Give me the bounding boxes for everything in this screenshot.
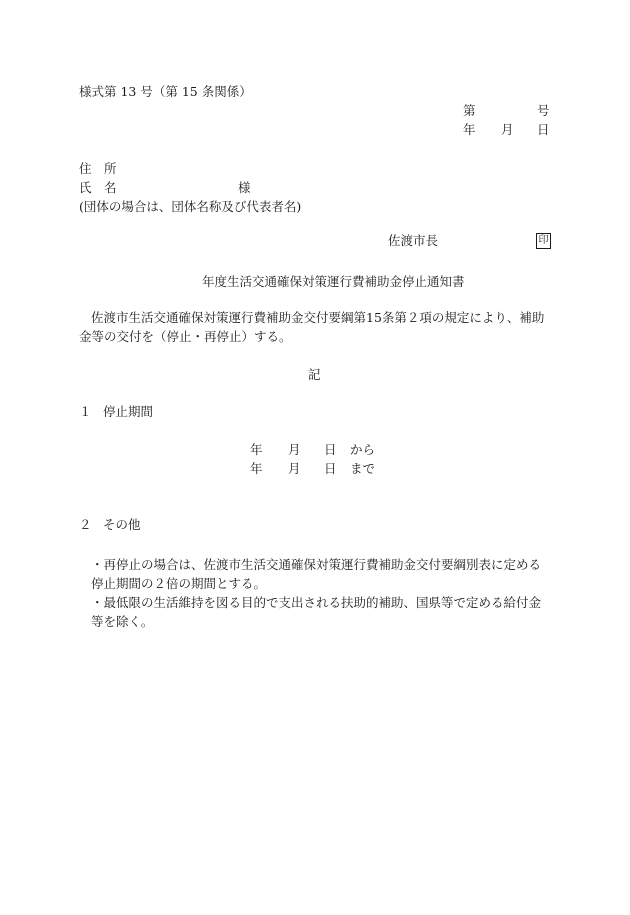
doc-number-suffix: 号 (537, 103, 550, 118)
name-label: 氏 名 (79, 180, 117, 195)
to-year: 年 (250, 461, 263, 476)
section2-number: ２ (79, 517, 92, 532)
from-month: 月 (288, 442, 301, 457)
to-day: 日 (324, 461, 337, 476)
to-suffix: まで (350, 461, 376, 476)
date-year: 年 (463, 122, 476, 137)
section1-number: １ (79, 404, 92, 419)
doc-number-prefix: 第 (463, 103, 476, 118)
seal-mark: 印 (536, 233, 551, 249)
group-note: (団体の場合は、団体名称及び代表者名) (79, 199, 302, 214)
from-year: 年 (250, 442, 263, 457)
from-suffix: から (350, 442, 376, 457)
bullet-item: ・再停止の場合は、佐渡市生活交通確保対策運行費補助金交付要綱別表に定める停止期間の２倍の期間とする。 (91, 557, 542, 591)
form-number: 様式第 13 号（第 15 条関係） (79, 84, 252, 99)
issuer-title: 佐渡市長 (388, 233, 439, 248)
bullet-item: ・最低限の生活維持を図る目的で支出される扶助的補助、国県等で定める給付金等を除く。 (91, 595, 542, 629)
from-day: 日 (324, 442, 337, 457)
honorific: 様 (238, 180, 251, 195)
date-month: 月 (501, 122, 514, 137)
ki-heading: 記 (308, 367, 321, 382)
address-label: 住 所 (79, 161, 117, 176)
section1-title: 停止期間 (103, 404, 154, 419)
to-month: 月 (288, 461, 301, 476)
section2-title: その他 (103, 517, 141, 532)
date-day: 日 (537, 122, 550, 137)
document-title: 年度生活交通確保対策運行費補助金停止通知書 (202, 274, 465, 289)
body-paragraph: 佐渡市生活交通確保対策運行費補助金交付要綱第15条第２項の規定により、補助金等の交付を（停止・再停止）する。 (79, 310, 545, 344)
